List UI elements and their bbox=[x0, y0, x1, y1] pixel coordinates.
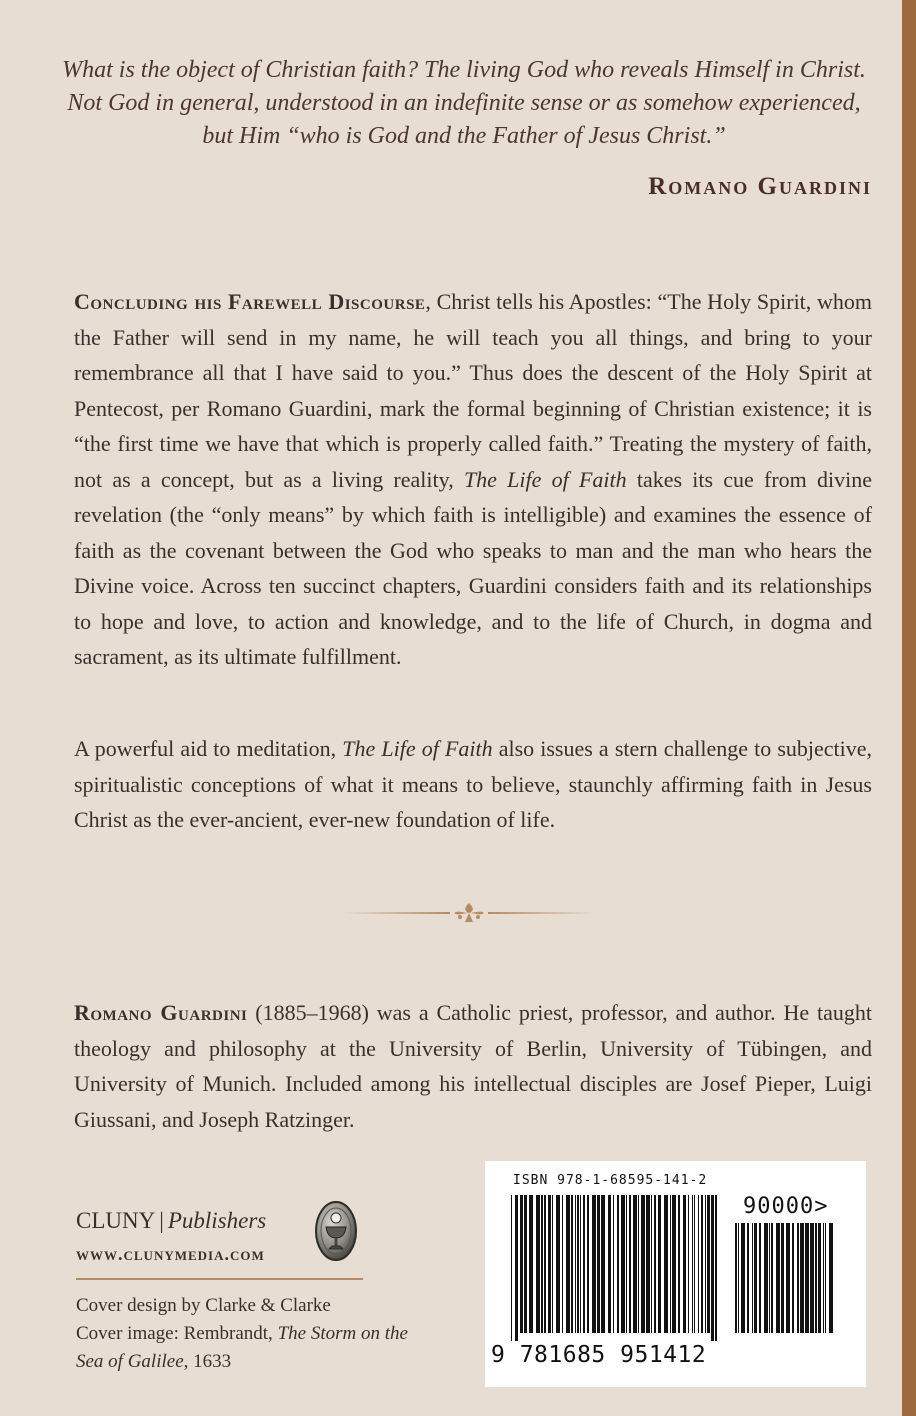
barcode-bar bbox=[672, 1195, 676, 1333]
isbn-digits: 9 781685 951412 bbox=[491, 1342, 707, 1368]
barcode-bar bbox=[556, 1195, 560, 1333]
description-text: takes its cue from divine revelation (the “only means” by which faith is intelligible) and examines the essence of faith as the covenant between the God who speaks to man and the man who hears the Divine voice. Across ten succinct chapters, Guardini considers faith and its relationships to hope and love, to action and knowledge, and to the life of Church, in dogma and sacrament, as its ultimate fulfillment. bbox=[74, 466, 872, 669]
cover-image-title: The Storm on the Sea of Galilee bbox=[76, 1323, 408, 1372]
description-text: , Christ tells his Apostles: “The Holy Spirit, whom the Father will send in my name, he will teach you all things, and bring to your remembrance all that I have said to you.” Thus does the descent of the Holy Spirit at Pentecost, per Romano Guardini, mark the formal beginning of Christian existence; it is “the first time we have that which is properly called faith.” Treating the mystery of faith, not as a concept, but as a living reality, bbox=[74, 289, 873, 492]
barcode-bar bbox=[792, 1223, 794, 1333]
barcode-bar bbox=[769, 1223, 770, 1333]
barcode-bar bbox=[597, 1195, 600, 1333]
barcode-bar bbox=[771, 1223, 773, 1333]
barcode-bar bbox=[575, 1195, 576, 1333]
barcode-bar bbox=[658, 1195, 661, 1333]
barcode-bar bbox=[670, 1195, 671, 1333]
spine-accent-strip bbox=[902, 0, 916, 1416]
barcode-bar bbox=[566, 1195, 570, 1333]
barcode-bar bbox=[707, 1195, 710, 1333]
author-bio bbox=[74, 995, 872, 1137]
barcode-bar bbox=[747, 1223, 749, 1333]
barcode-bar bbox=[515, 1195, 518, 1341]
barcode-bar bbox=[511, 1195, 512, 1341]
barcode-bar bbox=[583, 1195, 585, 1333]
fleuron-divider-icon bbox=[342, 900, 596, 926]
bio-author-name: Romano Guardini bbox=[74, 1000, 248, 1025]
barcode-bar bbox=[786, 1223, 790, 1333]
barcode-bar bbox=[688, 1195, 689, 1333]
barcode-bar bbox=[776, 1223, 780, 1333]
isbn-label: ISBN 978-1-68595-141-2 bbox=[513, 1173, 708, 1188]
barcode-bar bbox=[541, 1195, 543, 1333]
barcode-bar bbox=[694, 1195, 695, 1333]
bio-text: (1885–1968) was a Catholic priest, professor, and author. He taught theology and philosophy at the University of Berlin, University of Tübingen, and University of Munich. Included among his intellectual disciples are Josef Pieper, Luigi Giussani, and Joseph Ratzinger. bbox=[74, 1000, 872, 1132]
lead-in-caps: Concluding his Farewell Discourse bbox=[74, 289, 426, 314]
barcode-bar bbox=[800, 1223, 804, 1333]
barcode-bar bbox=[741, 1223, 745, 1333]
barcode-bar bbox=[711, 1195, 714, 1341]
cover-credits bbox=[76, 1292, 436, 1376]
barcode-bar bbox=[818, 1223, 821, 1333]
barcode-bar bbox=[692, 1195, 693, 1333]
publisher-separator: | bbox=[159, 1208, 164, 1233]
barcode-bar bbox=[544, 1195, 546, 1333]
book-title: The Life of Faith bbox=[342, 736, 493, 761]
barcode-bar bbox=[738, 1223, 739, 1333]
barcode-bar bbox=[621, 1195, 625, 1333]
barcode-bar bbox=[592, 1195, 596, 1333]
barcode-bar bbox=[825, 1223, 826, 1333]
barcode-bar bbox=[587, 1195, 589, 1333]
cover-image-prefix: Cover image: Rembrandt, bbox=[76, 1323, 278, 1344]
barcode-bar bbox=[823, 1223, 824, 1333]
publisher-label: Publishers bbox=[167, 1208, 267, 1233]
description-paragraph-1 bbox=[74, 284, 872, 675]
barcode-bar bbox=[608, 1195, 611, 1333]
barcode-bar bbox=[613, 1195, 614, 1333]
barcode-bar bbox=[633, 1195, 637, 1333]
cover-design-credit: Cover design by Clarke & Clarke bbox=[76, 1295, 331, 1316]
description-paragraph-2 bbox=[74, 731, 872, 838]
barcode-bar bbox=[701, 1195, 703, 1333]
barcode-bar bbox=[571, 1195, 573, 1333]
barcode-bar bbox=[626, 1195, 627, 1333]
barcode-bar bbox=[638, 1195, 639, 1333]
barcode-bar bbox=[617, 1195, 619, 1333]
barcode-bar bbox=[705, 1195, 706, 1333]
epigraph-quote: What is the object of Christian faith? The living God who reveals Himself in Christ. Not God in general, understood in an indefinite sense or as somehow experienced, but Him “who is God and the Father of Jesus Christ.” bbox=[62, 57, 866, 149]
barcode-bar bbox=[781, 1223, 784, 1333]
barcode-bar bbox=[797, 1223, 799, 1333]
barcode-bar bbox=[815, 1223, 817, 1333]
barcode-bar bbox=[529, 1195, 533, 1333]
barcode-bar bbox=[520, 1195, 523, 1333]
barcode-bar bbox=[683, 1195, 686, 1333]
barcode-bar bbox=[715, 1195, 717, 1341]
description-text: also issues a stern challenge to subjective, spiritualistic conceptions of what it means to believe, staunchly affirming faith in Jesus Christ as the ever-ancient, ever-new foundation of life. bbox=[74, 736, 873, 832]
barcode-bar bbox=[654, 1195, 656, 1333]
barcode-bar bbox=[651, 1195, 652, 1333]
publisher-divider bbox=[76, 1278, 363, 1280]
book-title: The Life of Faith bbox=[463, 466, 627, 492]
barcode-bar bbox=[810, 1223, 814, 1333]
barcode-bar bbox=[805, 1223, 809, 1333]
publisher-name bbox=[76, 1208, 266, 1234]
barcode-bar bbox=[552, 1195, 553, 1333]
barcode-bar bbox=[829, 1223, 833, 1333]
barcode-bar bbox=[678, 1195, 680, 1333]
barcode-bar bbox=[629, 1195, 631, 1333]
publisher-website: www.clunymedia.com bbox=[76, 1244, 265, 1264]
price-code: 90000> bbox=[743, 1194, 829, 1219]
barcode-bar bbox=[577, 1195, 579, 1333]
barcode-bar bbox=[646, 1195, 650, 1333]
barcode-bar bbox=[752, 1223, 753, 1333]
barcode-bar bbox=[754, 1223, 757, 1333]
publisher-brand: CLUNY bbox=[76, 1208, 156, 1233]
barcode-bar bbox=[764, 1223, 768, 1333]
barcode-bar bbox=[536, 1195, 540, 1333]
barcode-panel bbox=[485, 1161, 866, 1387]
barcode-bar bbox=[524, 1195, 527, 1333]
barcode-bar bbox=[548, 1195, 551, 1333]
barcode-bar bbox=[601, 1195, 605, 1333]
barcode-bar bbox=[562, 1195, 563, 1333]
description-text: A powerful aid to meditation, bbox=[74, 736, 343, 761]
barcode-bar bbox=[664, 1195, 668, 1333]
barcode-bar bbox=[580, 1195, 581, 1333]
cover-image-credit bbox=[76, 1320, 436, 1376]
barcode-bar bbox=[759, 1223, 761, 1333]
epigraph-author: Romano Guardini bbox=[648, 173, 872, 200]
barcode-bar bbox=[641, 1195, 645, 1333]
barcode-bar bbox=[698, 1195, 699, 1333]
chalice-emblem-icon bbox=[314, 1200, 358, 1262]
cover-image-year: , 1633 bbox=[183, 1351, 232, 1372]
barcode-bar bbox=[735, 1223, 737, 1333]
